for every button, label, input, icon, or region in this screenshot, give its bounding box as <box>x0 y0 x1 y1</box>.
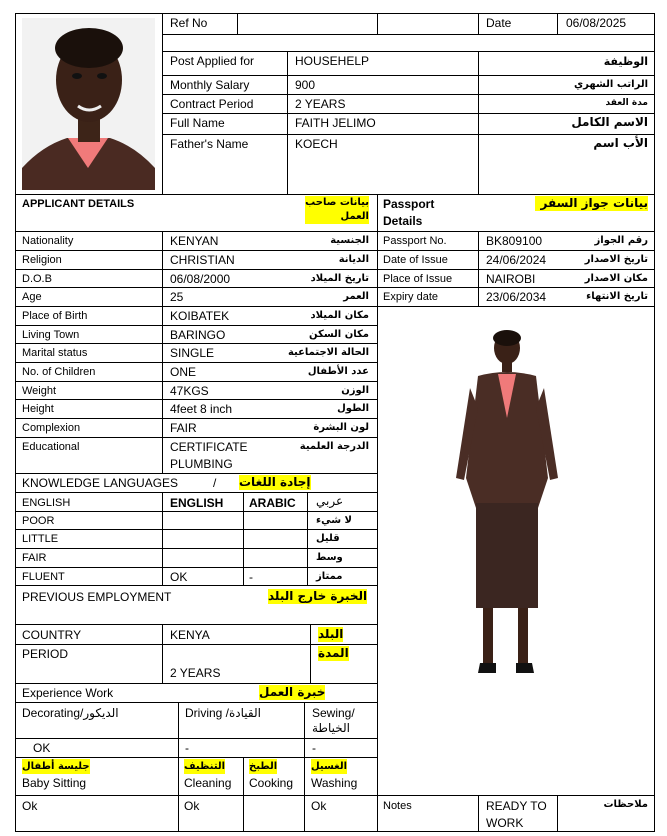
nationality-label: Nationality <box>22 235 74 247</box>
expiry-date-label-ar: تاريخ الانتهاء <box>586 291 648 302</box>
age-label: Age <box>22 291 42 303</box>
dob-label-ar: تاريخ الميلاد <box>310 273 369 284</box>
baby-sitting-label: Baby Sitting <box>22 776 87 790</box>
cleaning-label-ar: التنظيف <box>184 761 226 772</box>
passport-title-line1: Passport <box>383 197 435 211</box>
languages-title: KNOWLEDGE LANGUAGES <box>22 476 179 490</box>
height-value: 4feet 8 inch <box>170 402 233 416</box>
sewing-label-en: Sewing/ <box>312 706 355 720</box>
lang-fair-label-ar: وسط <box>316 552 343 563</box>
cooking-label: Cooking <box>249 776 294 790</box>
salary-label: Monthly Salary <box>170 78 250 92</box>
lang-fluent-label: FLUENT <box>22 571 65 583</box>
country-value: KENYA <box>170 628 210 642</box>
place-of-birth-value: KOIBATEK <box>170 309 230 323</box>
expiry-date-label: Expiry date <box>383 291 439 303</box>
lang-col-arabic-header-ar: عربي <box>316 494 344 508</box>
date-of-issue-label: Date of Issue <box>383 254 448 266</box>
religion-label-ar: الديانة <box>338 254 369 265</box>
baby-sitting-value: Ok <box>22 799 38 813</box>
cooking-label-ar: الطبخ <box>249 761 278 772</box>
father-name-label: Father's Name <box>170 137 249 151</box>
children-label-ar: عدد الأطفال <box>307 366 369 377</box>
passport-title-ar: بيانات جواز السفر <box>535 196 648 211</box>
lang-col-arabic-header: ARABIC <box>249 496 296 510</box>
living-town-value: BARINGO <box>170 328 226 342</box>
contract-label: Contract Period <box>170 97 254 111</box>
place-of-birth-label-ar: مكان الميلاد <box>310 310 369 321</box>
salary-label-ar: الراتب الشهري <box>574 79 648 90</box>
applicant-portrait-photo <box>22 18 155 190</box>
education-value-line2: PLUMBING <box>170 457 233 471</box>
education-label: Educational <box>22 441 80 453</box>
expiry-date-value: 23/06/2034 <box>486 290 547 304</box>
father-name-value: KOECH <box>295 137 338 151</box>
place-of-issue-label: Place of Issue <box>383 273 453 285</box>
education-value-line1: CERTIFICATE <box>170 440 248 454</box>
lang-poor-label: POOR <box>22 515 55 527</box>
religion-label: Religion <box>22 254 62 266</box>
complexion-label-ar: لون البشرة <box>313 422 369 433</box>
children-value: ONE <box>170 365 197 379</box>
languages-slash: / <box>213 476 217 490</box>
contract-value: 2 YEARS <box>295 97 346 111</box>
period-value: 2 YEARS <box>170 666 221 680</box>
lang-little-label-ar: قليل <box>316 533 340 544</box>
nationality-label-ar: الجنسية <box>330 235 369 246</box>
experience-work-title: Experience Work <box>22 686 114 700</box>
driving-value: - <box>185 741 189 755</box>
notes-value-line1: READY TO <box>486 799 547 813</box>
height-label-ar: الطول <box>337 403 369 414</box>
applicant-details-title: APPLICANT DETAILS <box>22 198 135 210</box>
sewing-value: - <box>312 741 316 755</box>
notes-label-ar: ملاحظات <box>603 799 648 810</box>
passport-no-value: BK809100 <box>486 234 543 248</box>
sewing-label-ar: الخياطة <box>312 721 350 735</box>
cleaning-label: Cleaning <box>184 776 232 790</box>
weight-value: 47KGS <box>170 384 209 398</box>
washing-value: Ok <box>311 799 327 813</box>
lang-col-english-header: ENGLISH <box>170 496 224 510</box>
education-label-ar: الدرجة العلمية <box>299 441 369 452</box>
religion-value: CHRISTIAN <box>170 253 235 267</box>
lang-little-label: LITTLE <box>22 533 59 545</box>
weight-label-ar: الوزن <box>341 385 369 396</box>
date-of-issue-value: 24/06/2024 <box>486 253 547 267</box>
date-label: Date <box>486 16 512 30</box>
lang-col-level-header: ENGLISH <box>22 497 71 509</box>
baby-sitting-label-ar: جليسة أطفال <box>22 761 90 772</box>
date-value: 06/08/2025 <box>566 16 627 30</box>
washing-label: Washing <box>311 776 358 790</box>
decorating-value: OK <box>33 741 51 755</box>
marital-status-value: SINGLE <box>170 346 215 360</box>
living-town-label: Living Town <box>22 329 80 341</box>
applicant-full-body-photo <box>448 328 566 678</box>
dob-value: 06/08/2000 <box>170 272 231 286</box>
ref-label: Ref No <box>170 16 208 30</box>
weight-label: Weight <box>22 385 57 397</box>
nationality-value: KENYAN <box>170 234 219 248</box>
height-label: Height <box>22 403 54 415</box>
place-of-birth-label: Place of Birth <box>22 310 88 322</box>
complexion-label: Complexion <box>22 422 81 434</box>
place-of-issue-label-ar: مكان الاصدار <box>584 273 648 284</box>
living-town-label-ar: مكان السكن <box>309 329 369 340</box>
passport-title-line2: Details <box>383 214 423 228</box>
applicant-details-title-ar: بيانات صاحب العمل <box>305 197 369 222</box>
decorating-label-en: Decorating/ <box>22 706 84 720</box>
passport-no-label: Passport No. <box>383 235 447 247</box>
period-label: PERIOD <box>22 647 69 661</box>
decorating-label-ar: الديكور <box>83 706 119 720</box>
full-name-label: Full Name <box>170 116 225 130</box>
driving-label <box>185 706 261 721</box>
lang-fair-label: FAIR <box>22 552 47 564</box>
full-name-label-ar: الاسم الكامل <box>571 115 648 129</box>
full-name-value: FAITH JELIMO <box>295 116 376 130</box>
period-label-ar: المدة <box>318 646 349 660</box>
decorating-label <box>22 706 119 721</box>
marital-status-label-ar: الحالة الاجتماعية <box>287 347 369 358</box>
age-label-ar: العمر <box>343 291 369 302</box>
post-value: HOUSEHELP <box>295 54 370 68</box>
post-label-ar: الوظيفة <box>603 55 648 68</box>
driving-label-ar: القيادة <box>229 706 261 720</box>
lang-poor-label-ar: لا شيء <box>316 515 352 526</box>
cleaning-value: Ok <box>184 799 200 813</box>
dob-label: D.O.B <box>22 273 52 285</box>
complexion-value: FAIR <box>170 421 197 435</box>
languages-title-ar: إجادة اللغات <box>239 475 311 489</box>
place-of-issue-value: NAIROBI <box>486 272 536 286</box>
lang-fluent-arabic: - <box>249 570 253 584</box>
post-label: Post Applied for <box>170 54 255 68</box>
age-value: 25 <box>170 290 184 304</box>
washing-label-ar: الغسيل <box>311 761 348 772</box>
driving-label-en: Driving / <box>185 706 230 720</box>
country-label-ar: البلد <box>318 627 344 641</box>
contract-label-ar: مدة العقد <box>605 98 648 108</box>
previous-employment-title: PREVIOUS EMPLOYMENT <box>22 590 172 604</box>
notes-label: Notes <box>383 800 412 812</box>
country-label: COUNTRY <box>22 628 82 642</box>
father-name-label-ar: الأب اسم <box>593 136 648 150</box>
children-label: No. of Children <box>22 366 96 378</box>
previous-employment-title-ar: الخبرة خارج البلد <box>268 589 368 603</box>
marital-status-label: Marital status <box>22 347 88 359</box>
lang-fluent-english: OK <box>170 570 188 584</box>
date-of-issue-label-ar: تاريخ الاصدار <box>584 254 648 265</box>
salary-value: 900 <box>295 78 316 92</box>
notes-value-line2: WORK <box>486 816 524 830</box>
passport-no-label-ar: رقم الجواز <box>594 235 648 246</box>
experience-work-title-ar: خبرة العمل <box>259 685 326 699</box>
lang-fluent-label-ar: ممتاز <box>316 571 343 582</box>
